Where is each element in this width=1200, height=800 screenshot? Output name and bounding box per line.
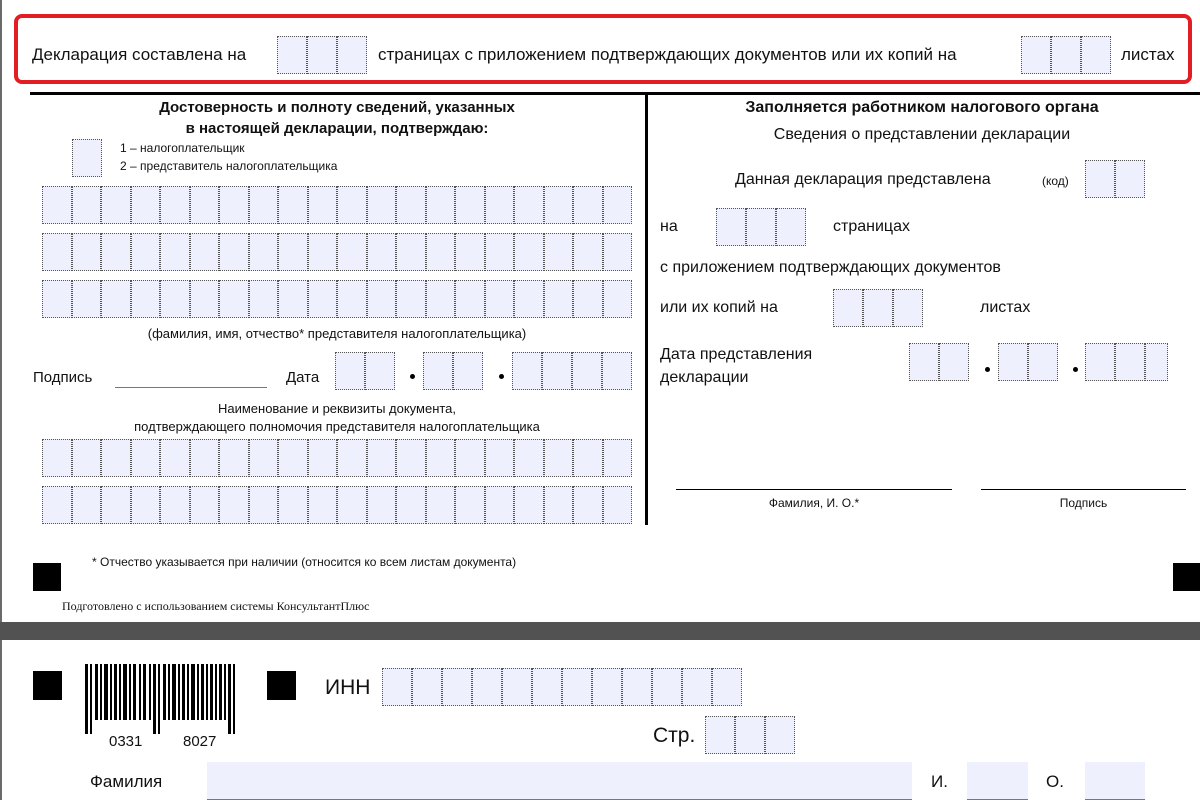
- doc-caption-line2: подтверждающего полномочия представителя налогоплательщика: [134, 419, 540, 434]
- page-number-input[interactable]: [705, 716, 795, 754]
- barcode-left-number: 0331: [109, 733, 143, 750]
- declaration-pages-input[interactable]: [277, 36, 367, 74]
- right-title: Заполняется работником налогового органа: [745, 99, 1099, 116]
- doc-row-2[interactable]: [42, 486, 632, 524]
- date-year-input[interactable]: [512, 352, 632, 390]
- signature-label: Подпись: [33, 369, 93, 386]
- form-page-2: [0, 640, 1200, 800]
- initial-o-input[interactable]: [1085, 762, 1145, 800]
- fio-row-3[interactable]: [42, 280, 632, 318]
- barcode-icon: [85, 664, 243, 734]
- declaration-attachments-label: страницах с приложением подтверждающих документов или их копий на: [378, 45, 957, 64]
- initial-i-input[interactable]: [967, 762, 1028, 800]
- right-sheets-input[interactable]: [833, 289, 923, 327]
- marker-square-middle: [267, 671, 296, 700]
- barcode-right-number: 8027: [183, 733, 217, 750]
- date-day-input[interactable]: [335, 352, 395, 390]
- presentation-date-label-2: декларации: [660, 369, 749, 386]
- presentation-month-input[interactable]: [998, 343, 1058, 381]
- page-number-label: Стр.: [653, 724, 696, 747]
- doc-row-1[interactable]: [42, 439, 632, 477]
- copies-on-label: или их копий на: [660, 299, 778, 316]
- left-title-line2: в настоящей декларации, подтверждаю:: [185, 120, 489, 137]
- surname-input[interactable]: [207, 762, 912, 800]
- code-label: (код): [1042, 174, 1069, 188]
- date-separator: [985, 367, 990, 372]
- marker-square-right: [1173, 563, 1200, 591]
- inn-label: ИНН: [325, 676, 371, 699]
- pages-label: страницах: [833, 218, 910, 235]
- presentation-date-label-1: Дата представления: [660, 346, 813, 363]
- section-top-border: [30, 92, 1200, 95]
- sheets-label: листах: [980, 299, 1031, 316]
- signer-type-input[interactable]: [72, 139, 102, 177]
- officer-sign-caption: Подпись: [1059, 496, 1108, 510]
- right-subtitle: Сведения о представлении декларации: [773, 126, 1071, 143]
- declaration-pages-label: Декларация составлена на: [32, 45, 247, 64]
- presentation-code-input[interactable]: [1085, 160, 1145, 198]
- inn-input[interactable]: [382, 668, 742, 706]
- right-pages-input[interactable]: [716, 208, 806, 246]
- prepared-note: Подготовлено с использованием системы КонсультантПлюс: [62, 599, 370, 613]
- date-separator: [499, 374, 504, 379]
- fio-row-1[interactable]: [42, 186, 632, 224]
- signer-option-1: 1 – налогоплательщик: [120, 141, 245, 155]
- marker-square-left: [33, 671, 62, 700]
- presentation-day-input[interactable]: [909, 343, 969, 381]
- officer-name-line[interactable]: [676, 489, 952, 490]
- presentation-year-input[interactable]: [1085, 343, 1168, 381]
- date-month-input[interactable]: [423, 352, 483, 390]
- date-separator: [410, 374, 415, 379]
- with-docs-label: с приложением подтверждающих документов: [660, 259, 1001, 276]
- date-label: Дата: [286, 369, 320, 386]
- left-title-line1: Достоверность и полноту сведений, указанных: [159, 99, 515, 116]
- date-separator: [1073, 367, 1078, 372]
- initial-o-label: О.: [1046, 772, 1064, 791]
- surname-label: Фамилия: [90, 772, 163, 791]
- on-label: на: [660, 218, 678, 235]
- fio-caption: (фамилия, имя, отчество* представителя налогоплательщика): [147, 326, 527, 341]
- officer-sign-line[interactable]: [981, 489, 1186, 490]
- marker-square-left: [33, 563, 61, 591]
- footnote: * Отчество указывается при наличии (относится ко всем листам документа): [92, 555, 517, 569]
- signer-option-2: 2 – представитель налогоплательщика: [120, 159, 338, 173]
- declaration-sheets-label: листах: [1121, 45, 1175, 64]
- declaration-sheets-input[interactable]: [1021, 36, 1111, 74]
- fio-row-2[interactable]: [42, 233, 632, 271]
- section-divider: [645, 92, 648, 525]
- initial-i-label: И.: [931, 772, 948, 791]
- officer-name-caption: Фамилия, И. О.*: [768, 496, 860, 510]
- doc-caption-line1: Наименование и реквизиты документа,: [217, 401, 457, 416]
- presented-label: Данная декларация представлена: [735, 171, 991, 188]
- signature-line[interactable]: [115, 387, 267, 388]
